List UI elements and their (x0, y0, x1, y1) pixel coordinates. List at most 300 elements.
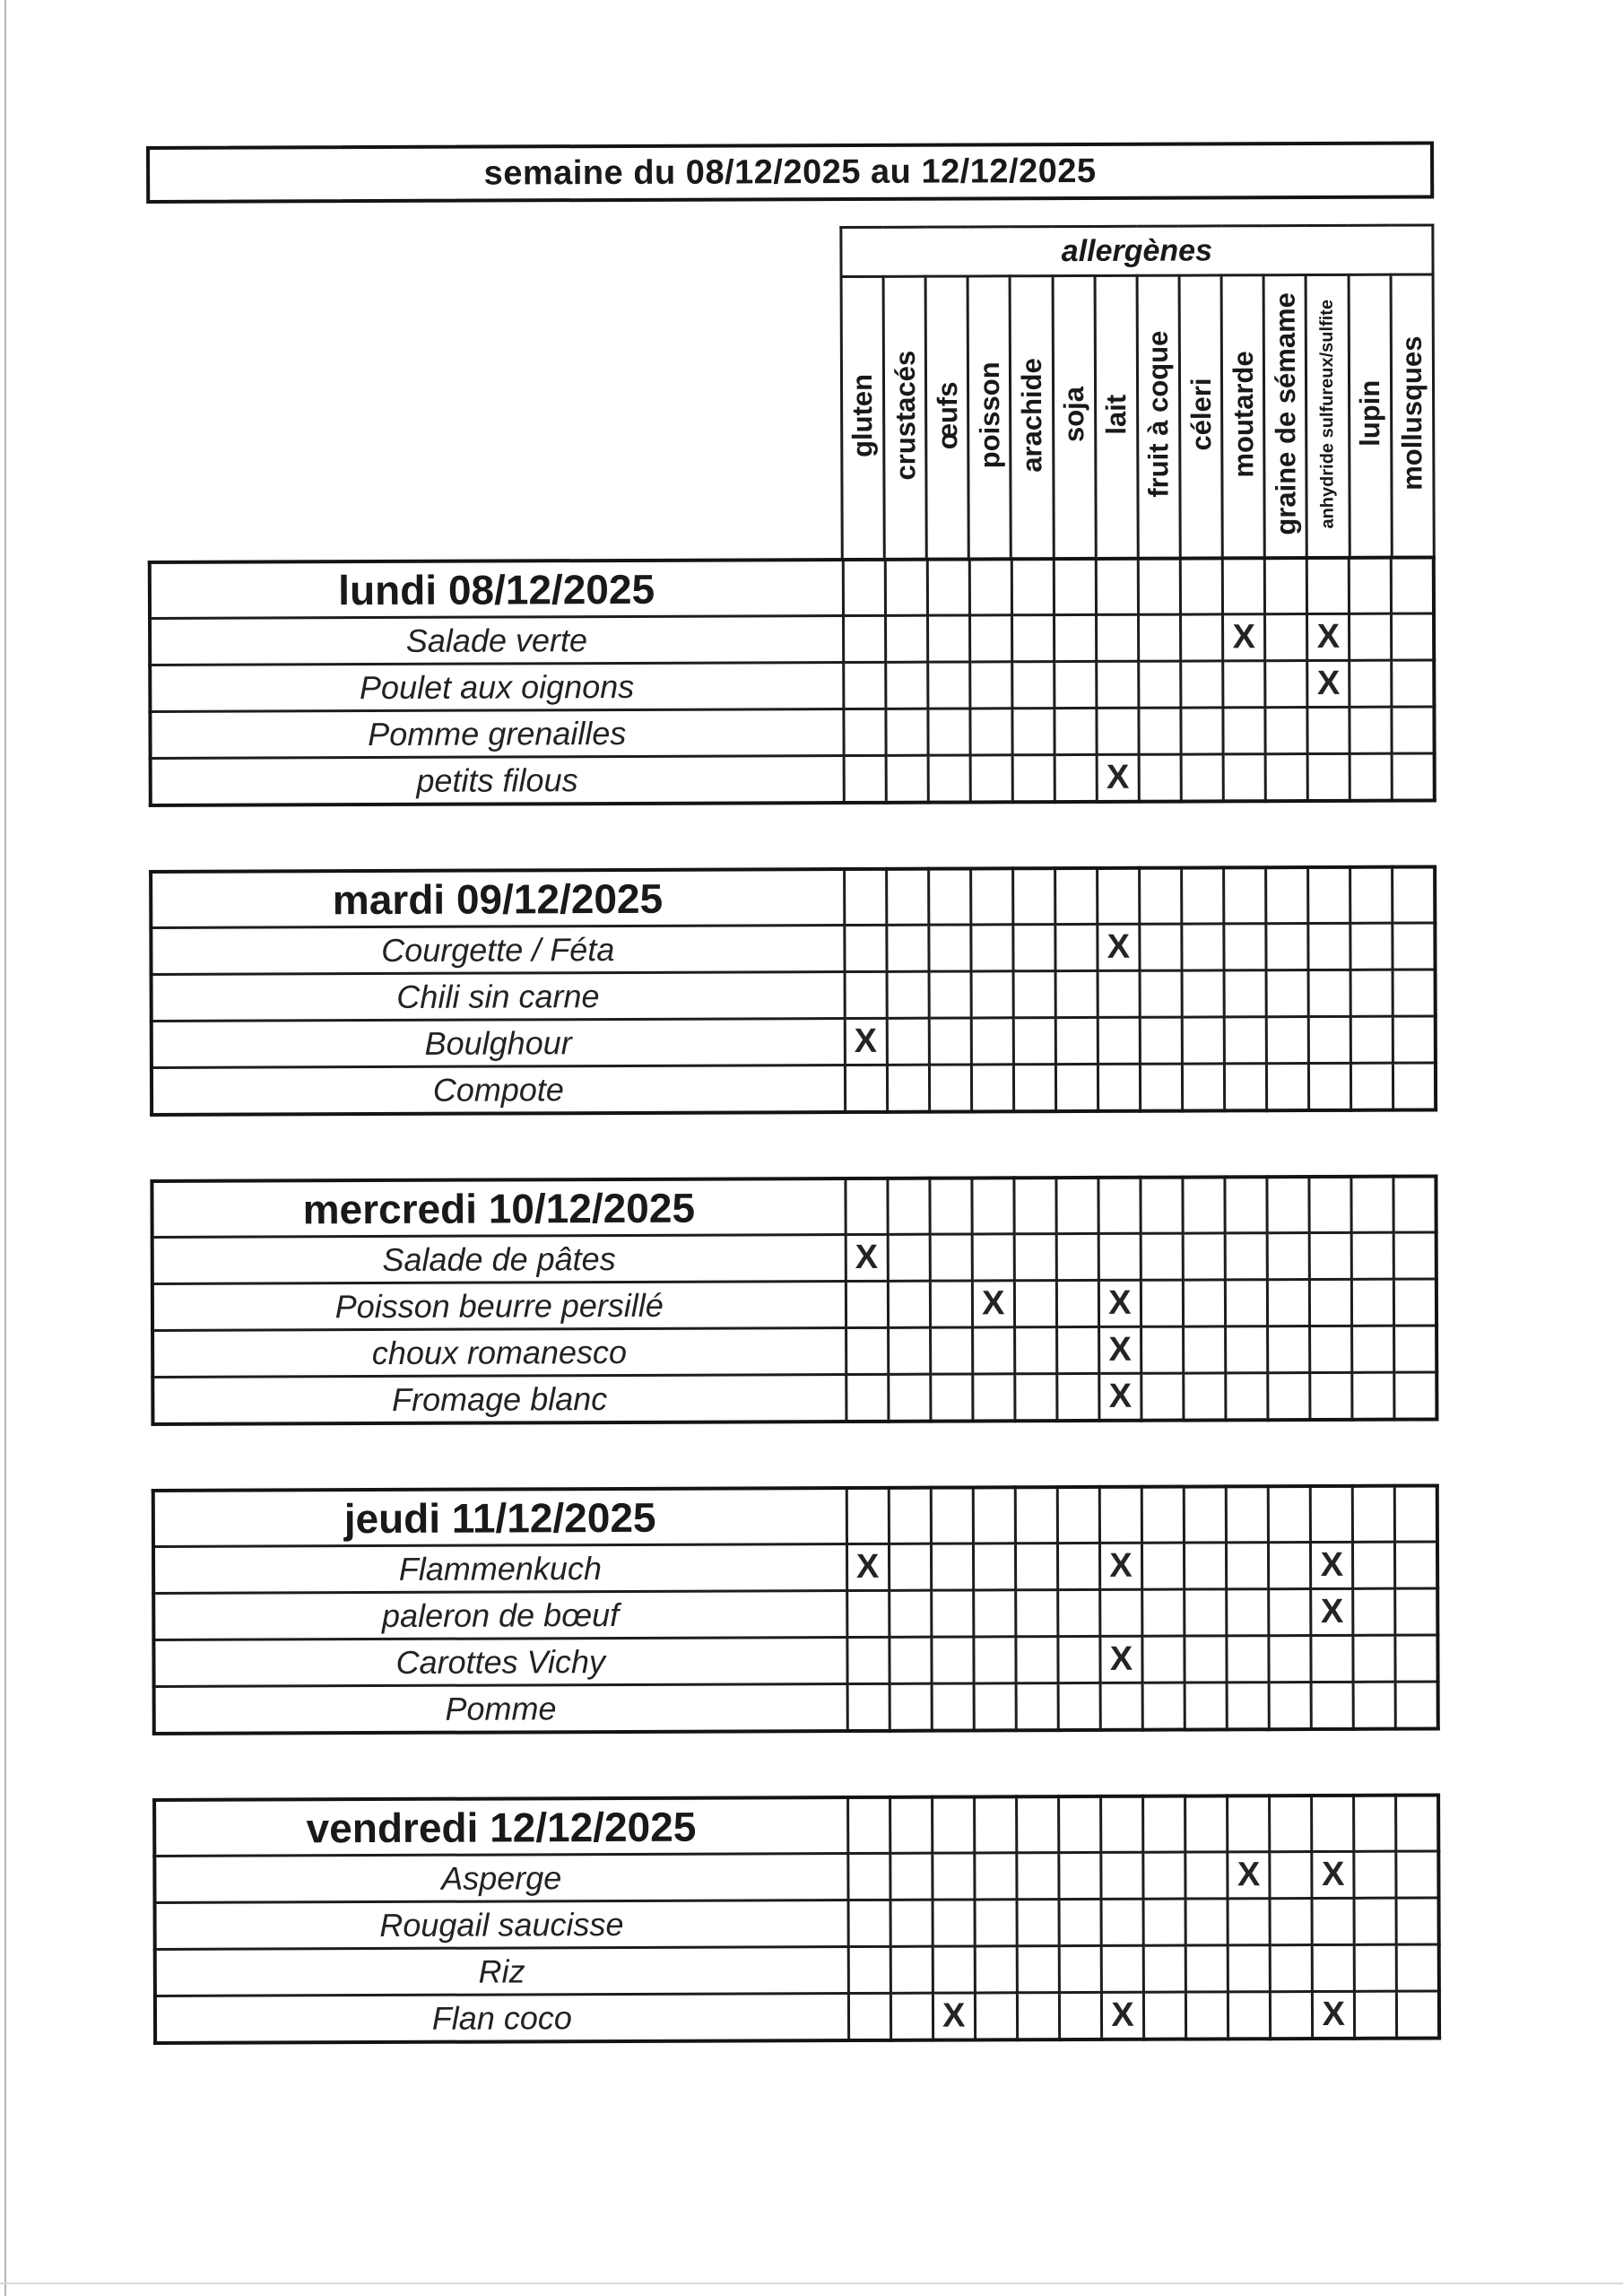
allergen-cell (887, 971, 929, 1018)
allergen-cell (1307, 753, 1350, 801)
header-spacer (147, 277, 843, 561)
allergen-cell (974, 1683, 1016, 1731)
allergen-cell (1141, 1487, 1184, 1544)
dish-name: Courgette / Féta (151, 926, 844, 975)
allergen-column-label: lupin (1354, 380, 1386, 448)
allergen-column-label: fruit à coque (1142, 331, 1175, 499)
allergen-cell (927, 615, 969, 662)
allergen-cell (1393, 1063, 1436, 1110)
dish-row (151, 753, 1435, 805)
allergen-cell (1351, 1232, 1393, 1279)
allergen-cell (1224, 970, 1266, 1017)
allergen-cell (1182, 1017, 1224, 1064)
dish-name: Carottes Vichy (153, 1638, 846, 1687)
allergen-mark: X (1099, 1326, 1141, 1373)
allergen-cell (889, 1544, 931, 1590)
allergen-cell (1015, 1487, 1057, 1544)
allergen-cell (1268, 1373, 1310, 1421)
allergen-cell (1393, 923, 1435, 970)
allergen-column-label: lait (1100, 394, 1133, 435)
allergen-column-header (1391, 274, 1435, 556)
allergen-cell (1267, 1064, 1309, 1111)
allergen-cell (1059, 1945, 1101, 1992)
allergen-cell (890, 1900, 933, 1946)
allergen-column-label: gluten (846, 373, 879, 458)
allergen-cell (1143, 1945, 1185, 1992)
allergen-cell (1011, 615, 1054, 662)
allergen-cell (971, 1018, 1013, 1065)
allergen-cell (846, 1178, 888, 1235)
allergen-cell (1101, 1852, 1143, 1899)
allergen-mark: X (1100, 1636, 1142, 1683)
allergen-cell (930, 1327, 972, 1374)
allergen-cell (932, 1796, 974, 1853)
allergen-cell (1142, 1636, 1185, 1683)
allergen-cell (1392, 557, 1434, 613)
allergen-cell (846, 1488, 889, 1544)
day-block-mercredi (150, 1174, 1438, 1426)
allergen-cell (1142, 1589, 1185, 1636)
allergen-mark: X (1223, 614, 1265, 661)
allergen-cell (972, 1327, 1014, 1374)
dish-row (154, 1851, 1438, 1902)
allergen-cell (886, 709, 928, 755)
allergen-column-header (925, 276, 968, 558)
dish-name: Salade verte (150, 616, 843, 665)
allergen-cell (1098, 868, 1140, 925)
allergen-cell (887, 1065, 929, 1112)
dish-name: Flan coco (155, 1994, 848, 2043)
allergen-cell (1268, 1486, 1310, 1543)
allergen-cell (1141, 1280, 1183, 1326)
allergen-cell (848, 1900, 890, 1946)
allergen-cell (848, 1993, 890, 2040)
allergen-cell (888, 1374, 930, 1422)
allergen-cell (969, 559, 1011, 615)
allergen-cell (886, 755, 928, 803)
week-title: semaine du 08/12/2025 au 12/12/2025 (483, 152, 1097, 193)
allergen-cell (1223, 661, 1265, 708)
allergen-cell (1351, 1063, 1393, 1110)
allergen-cell (1353, 1486, 1395, 1543)
allergen-cell (888, 1327, 930, 1374)
allergen-cell (928, 709, 970, 755)
allergen-cell (888, 1178, 930, 1235)
allergen-cell (1056, 1178, 1098, 1234)
allergen-cell (973, 1544, 1015, 1590)
allergen-cell (1271, 1992, 1313, 2039)
allergen-cell (1059, 1992, 1101, 2039)
allergen-column-header (1349, 274, 1392, 556)
allergen-cell (1396, 1851, 1438, 1898)
allergen-cell (1143, 1852, 1185, 1899)
allergen-mark: X (1228, 1852, 1270, 1899)
allergen-cell (1101, 1796, 1143, 1853)
allergen-mark: X (1311, 1588, 1353, 1635)
allergen-column-label: graine de sémame (1269, 292, 1302, 535)
allergen-cell (1017, 1993, 1059, 2040)
allergen-column-header (1010, 276, 1053, 558)
allergen-cell (1224, 924, 1266, 970)
allergen-cell (1014, 1234, 1056, 1281)
allergen-cell (969, 662, 1011, 709)
allergen-mark: X (972, 1281, 1014, 1327)
allergen-cell (1059, 1852, 1101, 1899)
allergen-cell (1307, 707, 1350, 753)
allergen-cell (1012, 662, 1055, 709)
allergen-cell (1394, 1326, 1436, 1372)
allergen-cell (1267, 1233, 1309, 1280)
allergen-cell (1308, 970, 1350, 1016)
allergen-cell (1350, 923, 1393, 970)
allergen-cell (1353, 1542, 1395, 1588)
allergen-cell (885, 560, 927, 616)
allergen-cell (1185, 1992, 1228, 2039)
allergen-cell (1270, 1945, 1312, 1992)
allergen-cell (1354, 1796, 1396, 1852)
day-header-row (150, 557, 1434, 618)
dish-row (150, 707, 1434, 758)
allergen-cell (1353, 1588, 1395, 1635)
dish-name: petits filous (151, 756, 844, 805)
allergen-cell (1098, 1233, 1141, 1280)
allergen-cell (1054, 614, 1096, 661)
allergen-cell (1140, 924, 1182, 970)
dish-row (152, 1279, 1436, 1330)
allergen-cell (1307, 558, 1350, 614)
dish-name: Poulet aux oignons (150, 663, 843, 712)
allergen-mark: X (845, 1018, 887, 1065)
allergen-cell (927, 662, 969, 709)
allergen-cell (1183, 1280, 1225, 1326)
allergen-cell (975, 1993, 1017, 2040)
allergen-cell (1269, 1589, 1311, 1636)
allergen-cell (847, 1683, 890, 1731)
allergen-cell (1392, 707, 1434, 753)
allergen-cell (1228, 1945, 1270, 1992)
allergen-cell (1351, 1177, 1393, 1233)
allergen-cell (930, 1374, 972, 1422)
allergen-cell (1185, 1899, 1228, 1945)
dish-row (152, 1063, 1436, 1115)
allergen-cell (1266, 1017, 1308, 1064)
allergen-cell (972, 1178, 1014, 1234)
allergen-cell (1266, 867, 1308, 924)
allergen-cell (933, 1946, 975, 1993)
dish-row (150, 660, 1434, 711)
allergen-cell (930, 1178, 972, 1234)
allergen-cell (1227, 1683, 1269, 1730)
allergen-cell (1097, 661, 1139, 708)
allergen-mark: X (1311, 1542, 1353, 1588)
allergen-column-label: mollusques (1396, 335, 1428, 491)
allergen-cell (1056, 1326, 1098, 1373)
allergen-cell (1308, 923, 1350, 970)
allergen-cell (1013, 925, 1055, 971)
allergen-cell (1100, 1589, 1142, 1636)
allergen-cell (845, 971, 887, 1018)
allergen-cell (1141, 1326, 1184, 1373)
allergen-cell (928, 755, 970, 803)
allergen-column-header (1221, 275, 1264, 557)
allergen-cell (1139, 614, 1181, 661)
allergen-cell (1185, 1683, 1227, 1730)
allergen-cell (1226, 1280, 1268, 1326)
allergen-cell (973, 1590, 1015, 1637)
allergen-cell (1225, 1233, 1267, 1280)
allergen-cell (929, 925, 971, 971)
allergen-cell (1310, 1326, 1352, 1372)
allergen-cell (1394, 1279, 1436, 1326)
dish-row (153, 1635, 1437, 1686)
allergen-mark: X (1099, 1543, 1141, 1589)
allergen-cell (1140, 1017, 1182, 1064)
allergen-cell (1354, 1898, 1396, 1944)
allergen-cell (1355, 1944, 1397, 1991)
allergen-cell (974, 1796, 1016, 1853)
allergen-cell (890, 1946, 933, 1993)
allergen-column-label: anhydride sulfureux/sulfite (1317, 299, 1339, 529)
allergen-cell (1228, 1899, 1270, 1945)
day-block-mardi (149, 865, 1437, 1117)
allergen-cell (1392, 613, 1434, 660)
allergen-cell (1395, 1682, 1437, 1729)
allergen-mark: X (1313, 1991, 1355, 2039)
allergen-cell (890, 1797, 932, 1854)
allergen-cell (1352, 1326, 1394, 1372)
allergen-cell (1395, 1542, 1437, 1588)
allergen-cell (846, 1327, 888, 1374)
allergen-cell (1182, 970, 1224, 1017)
allergen-cell (1055, 1064, 1098, 1111)
allergen-cell (887, 1018, 929, 1065)
allergen-cell (1265, 708, 1307, 754)
allergen-cell (844, 869, 886, 926)
allergen-cell (1013, 971, 1055, 1018)
day-header-row (152, 1176, 1436, 1237)
allergen-cell (1353, 1682, 1395, 1729)
allergen-cell (1059, 1899, 1101, 1945)
dish-name: Asperge (154, 1854, 847, 1903)
allergen-mark: X (1099, 1373, 1141, 1421)
allergen-cell (1055, 661, 1097, 708)
allergen-cell (933, 1900, 975, 1946)
allergen-cell (889, 1590, 931, 1637)
allergen-cell (1017, 1946, 1059, 1993)
allergen-column-header (1095, 275, 1138, 557)
allergen-cell (1393, 970, 1435, 1016)
scanned-menu-sheet (146, 141, 1442, 2045)
allergen-cell (1016, 1796, 1058, 1853)
dish-name: Flammenkuch (153, 1544, 846, 1594)
dish-row (153, 1542, 1437, 1593)
dish-name: Pomme (154, 1684, 847, 1734)
allergen-cell (930, 1234, 972, 1281)
allergen-cell (1225, 1064, 1267, 1111)
allergen-cell (1226, 1326, 1268, 1373)
dish-name: paleron de bœuf (153, 1591, 846, 1640)
allergen-cell (971, 925, 1013, 971)
dish-row (155, 1944, 1439, 1996)
allergen-cell (1227, 1636, 1269, 1683)
allergen-cell (929, 971, 971, 1018)
allergen-cell (888, 1234, 930, 1281)
allergen-cell (973, 1374, 1015, 1422)
allergen-cell (975, 1946, 1017, 1993)
dish-row (152, 1016, 1436, 1067)
allergen-cell (1308, 867, 1350, 924)
allergen-cell (1099, 1487, 1141, 1544)
allergen-cell (1310, 1279, 1352, 1326)
allergen-cell (1013, 1018, 1055, 1065)
allergen-cell (1141, 1178, 1183, 1234)
allergen-cell (1269, 1543, 1311, 1589)
allergen-cell (1350, 753, 1392, 801)
allergen-cell (1017, 1853, 1059, 1900)
allergen-cell (1101, 1899, 1143, 1945)
allergens-box (841, 225, 1433, 277)
dish-row (151, 923, 1435, 974)
allergen-cell (1270, 1852, 1312, 1899)
allergen-column-header (968, 276, 1011, 558)
scan-artifact-bottom-edge (0, 2283, 1623, 2284)
allergen-mark: X (1098, 924, 1140, 970)
allergen-cell (1013, 1065, 1055, 1112)
allergen-cell (1016, 1637, 1058, 1683)
allergens-box-label: allergènes (1061, 232, 1213, 268)
allergen-cell (1015, 1374, 1057, 1422)
dish-row (154, 1682, 1438, 1734)
day-title: lundi 08/12/2025 (150, 560, 843, 618)
allergen-cell (1395, 1485, 1437, 1542)
allergen-cell (933, 1853, 975, 1900)
allergen-column-label: œufs (931, 381, 963, 450)
allergen-cell (890, 1637, 932, 1683)
scan-artifact-left-edge (4, 0, 6, 2296)
allergen-cell (1183, 1233, 1225, 1280)
allergen-cell (848, 1946, 890, 1993)
allergen-cell (1265, 661, 1307, 708)
allergen-cell (1143, 1796, 1185, 1853)
dish-name: Rougail saucisse (155, 1900, 848, 1950)
allergen-cell (1350, 867, 1393, 924)
allergen-cell (1101, 1945, 1143, 1992)
allergen-cell (1016, 1590, 1058, 1637)
allergen-cell (1139, 708, 1181, 754)
allergen-mark: X (933, 1993, 975, 2040)
allergen-cell (1056, 1280, 1098, 1326)
day-title: vendredi 12/12/2025 (154, 1797, 847, 1856)
allergen-cell (1350, 613, 1392, 660)
allergen-cell (1354, 1851, 1396, 1898)
allergen-cell (1269, 1636, 1311, 1683)
allergen-cell (1055, 970, 1098, 1017)
allergen-cell (1309, 1063, 1351, 1110)
dish-row (152, 1326, 1436, 1377)
allergen-cell (1098, 1017, 1140, 1064)
allergen-column-header (1263, 275, 1306, 557)
allergen-cell (1181, 708, 1223, 754)
allergen-cell (1268, 1280, 1310, 1326)
allergen-cell (1138, 559, 1180, 615)
allergen-cell (1055, 924, 1098, 970)
dish-row (155, 1991, 1439, 2043)
allergen-cell (1265, 754, 1307, 802)
allergen-cell (886, 869, 928, 926)
day-header-row (153, 1485, 1437, 1546)
allergen-cell (1142, 1683, 1185, 1730)
allergen-cell (1352, 1372, 1394, 1420)
allergen-cell (847, 1797, 890, 1854)
allergen-cell (1141, 1373, 1184, 1421)
allergen-cell (890, 1683, 932, 1731)
allergen-cell (1181, 754, 1223, 802)
allergen-cell (1264, 558, 1306, 614)
allergen-cell (1141, 1233, 1183, 1280)
allergen-cell (1183, 1064, 1225, 1111)
allergen-cell (847, 1853, 890, 1900)
allergen-cell (1397, 1991, 1439, 2039)
allergen-cell (1183, 1177, 1225, 1233)
allergen-cell (1355, 1991, 1397, 2039)
allergen-cell (1227, 1543, 1269, 1589)
allergen-cell (1058, 1796, 1100, 1853)
allergen-cell (1309, 1232, 1351, 1279)
allergen-mark: X (1101, 1992, 1143, 2039)
allergen-mark: X (1097, 754, 1139, 802)
allergen-column-label: poisson (973, 361, 1006, 469)
allergen-cell (970, 709, 1012, 755)
allergen-cell (930, 1281, 972, 1327)
allergen-cell (932, 1683, 974, 1731)
header-spacer (146, 228, 841, 280)
allergen-cell (969, 615, 1011, 662)
allergen-cell (975, 1900, 1017, 1946)
allergen-cell (1268, 1326, 1310, 1373)
allergen-cell (1055, 708, 1097, 754)
allergen-cell (1139, 754, 1181, 802)
allergen-cell (1396, 1795, 1438, 1851)
allergen-cell (1055, 1017, 1098, 1064)
allergen-cell (843, 709, 885, 755)
allergen-cell (1270, 1899, 1312, 1945)
allergen-cell (1350, 558, 1392, 614)
allergen-cell (1181, 614, 1223, 661)
allergen-cell (1184, 1326, 1226, 1373)
allergen-cell (1227, 1589, 1269, 1636)
day-block-vendredi (152, 1793, 1441, 2045)
allergen-cell (889, 1488, 931, 1544)
allergen-mark: X (1307, 660, 1350, 707)
dish-row (155, 1898, 1439, 1949)
allergen-cell (885, 662, 927, 709)
allergen-cell (1350, 707, 1392, 753)
day-blocks (148, 555, 1442, 2045)
allergen-cell (1311, 1486, 1353, 1543)
allergen-cell (1396, 1898, 1438, 1944)
allergen-cell (927, 559, 969, 615)
allergen-cell (1058, 1636, 1100, 1683)
allergen-cell (1225, 1177, 1267, 1233)
allergen-cell (975, 1853, 1017, 1900)
allergen-cell (1185, 1852, 1228, 1899)
allergen-column-header (1137, 275, 1180, 557)
allergen-cell (1140, 868, 1182, 925)
allergen-cell (1014, 1178, 1056, 1234)
allergen-mark: X (846, 1234, 888, 1281)
dish-name: Fromage blanc (152, 1375, 846, 1424)
allergen-cell (1353, 1635, 1395, 1682)
